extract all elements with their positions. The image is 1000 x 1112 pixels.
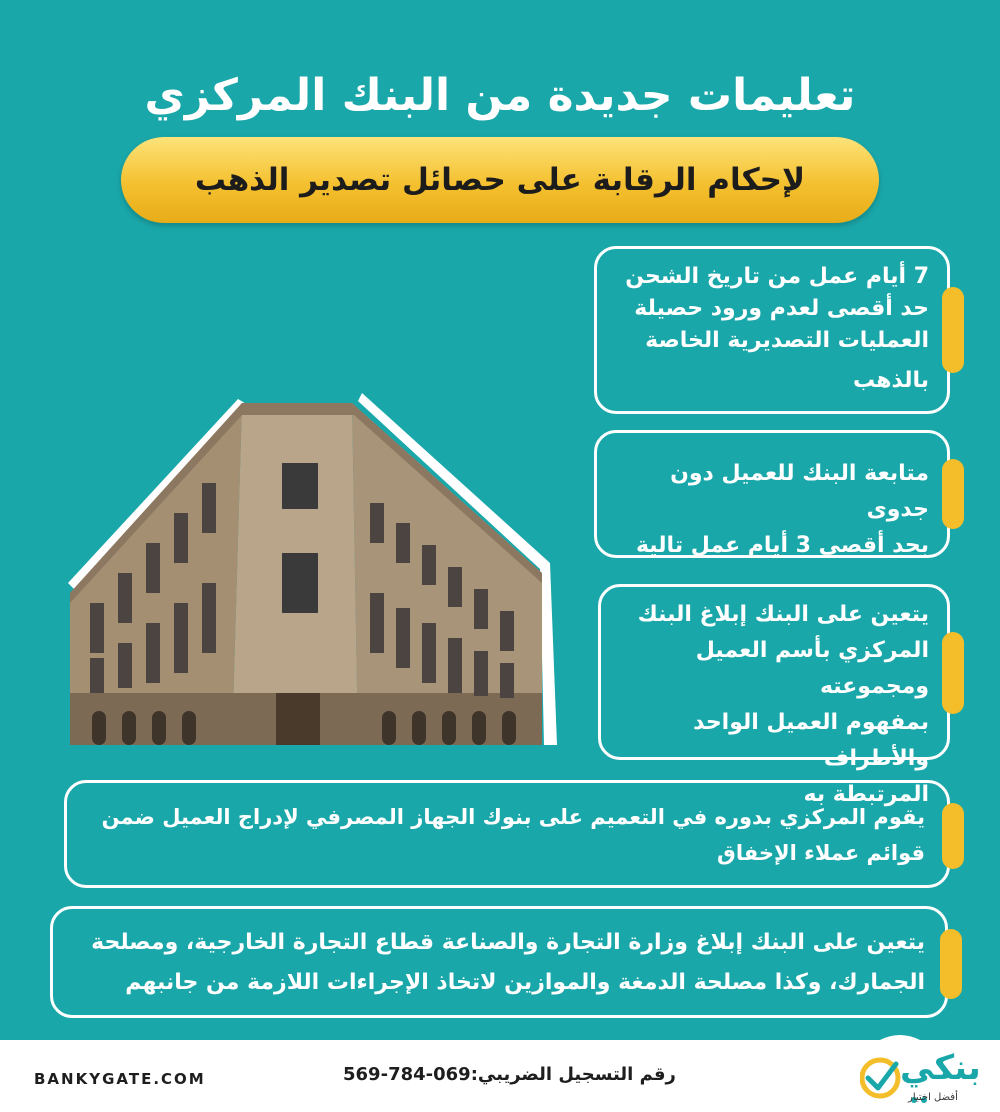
card-1-line-4: بالذهب [852,368,929,393]
info-card-3 [598,584,950,807]
card-3-line-1: يتعين على البنك إبلاغ البنك [637,602,929,627]
subtitle-text: لإحكام الرقابة على حصائل تصدير الذهب [194,162,806,198]
info-card-2 [594,430,950,558]
subtitle-banner [121,137,879,223]
central-bank-building-image [62,393,557,745]
card-tab-accent [942,803,964,869]
card-2-line-1: متابعة البنك للعميل دون جدوى [670,461,929,522]
card-4-line-2: قوائم عملاء الإخفاق [717,841,925,865]
card-2-line-2: بحد أقصى 3 أيام عمل تالية [635,533,929,558]
info-card-4 [64,780,950,888]
card-1-line-3: العمليات التصديرية الخاصة [645,328,929,353]
card-tab-accent [940,929,962,999]
card-tab-accent [942,632,964,714]
brand-logo-tagline: أفضل اختيار [908,1092,958,1103]
card-3-line-4: المرتبطة به [803,782,929,807]
brand-logo-name: بنكي [900,1048,981,1088]
card-5-line-2: الجمارك، وكذا مصلحة الدمغة والموازين لاتخاذ الإجراءات اللازمة من جانبهم [125,970,925,995]
card-tab-accent [942,459,964,529]
card-5-line-1: يتعين على البنك إبلاغ وزارة التجارة والصناعة قطاع التجارة الخارجية، ومصلحة [91,930,925,955]
card-3-line-3: بمفهوم العميل الواحد والأطراف [693,710,929,771]
card-3-line-2: المركزي بأسم العميل ومجموعته [695,638,929,699]
card-tab-accent [942,287,964,373]
card-1-line-1: 7 أيام عمل من تاريخ الشحن [625,264,929,289]
card-4-line-1: يقوم المركزي بدوره في التعميم على بنوك الجهاز المصرفي لإدراج العميل ضمن [101,805,925,829]
card-1-line-2: حد أقصى لعدم ورود حصيلة [634,296,929,321]
info-card-1 [594,246,950,414]
website-text: BANKYGATE.COM [34,1070,206,1088]
info-card-5 [50,906,948,1018]
tax-registration-number: رقم التسجيل الضريبي:069-784-569 [343,1064,676,1085]
page-title: تعليمات جديدة من البنك المركزي [144,70,856,121]
